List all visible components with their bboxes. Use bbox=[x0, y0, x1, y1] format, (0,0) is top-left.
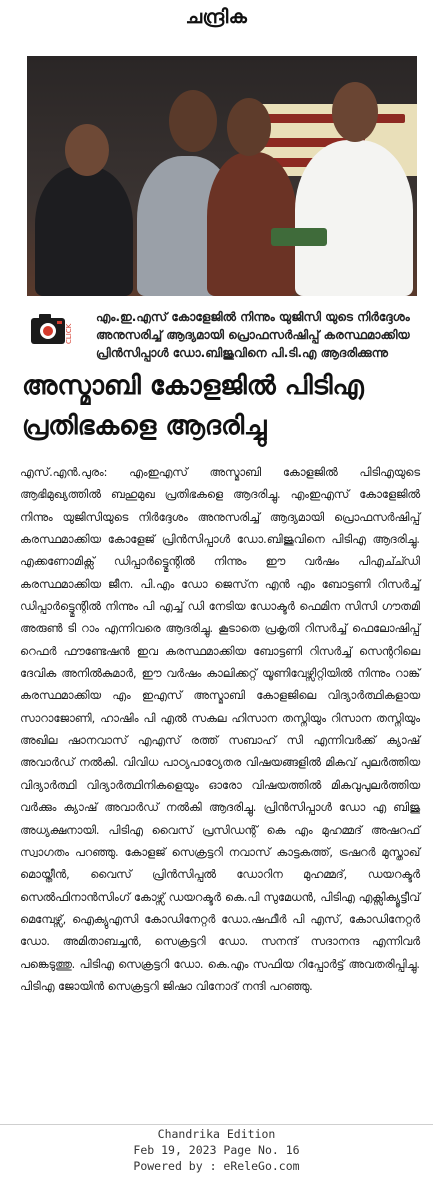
person-2-head bbox=[169, 90, 217, 152]
person-4 bbox=[295, 140, 413, 296]
person-4-head bbox=[332, 82, 378, 142]
footer bbox=[0, 1126, 433, 1174]
article-headline: അസ്മാബി കോളജിൽ പിടിഎ പ്രതിഭകളെ ആദരിച്ചു bbox=[22, 371, 364, 441]
gift-packet bbox=[271, 228, 327, 246]
caption-icon-label: CLICK bbox=[65, 323, 73, 344]
article-body: എസ്.എൻ.പുരം: എംഇഎസ് അസ്മാബി കോളജിൽ പിടിഎയുടെ ആഭിമുഖ്യത്തിൽ ബഹുമുഖ പ്രതിഭകളെ ആദരിച്ചു. എംഇഎസ് കോളേജിൽ നിന്നും യുജിസിയുടെ നിർദ്ദേശം അനുസരിച്ച് ആദ്യമായി പ്രൊഫസർഷിപ്പ് കരസ്ഥമാക്കിയ കോളേജ് പ്രിൻസിപ്പാൾ ഡോ.ബിജുവിനെ പിടിഎ ആദരിച്ചു. എക്കണോമിക്സ് ഡിപ്പാർട്ട്മെന്റിൽ നിന്നും ഈ വർഷം പിഎച്ച്ഡി കരസ്ഥമാക്കിയ ജീന. പി.എം ഡോ ജെസ്‌ന എൻ എം ബോട്ടണി റിസർച്ച് ഡിപ്പാർട്ട്മെന്റിൽ നിന്നും പി എച്ച് ഡി നേടിയ ഡോക്ടർ ഫെമിന സിസി ഗൗതമി അരുൺ ടി റാം എന്നിവരെ ആദരിച്ചു. കൂടാതെ പ്രകൃതി റിസർച്ച് ഫെലോഷിപ്പ് റെഫർ ഫൗണ്ടേഷൻ ഇവ കരസ്ഥമാക്കിയ ബോട്ടണി റിസർച്ച് സെന്ററിലെ ദേവിക അനിൽകുമാർ, ഈ വർഷം കാലിക്കറ്റ് യൂണിവേഴ്സിറ്റിയിൽ നിന്നും റാങ്ക് കരസ്ഥമാക്കിയ എം ഇഎസ് അസ്മാബി കോളജിലെ വിദ്യാർത്ഥികളായ സാറാജോണി, ഹാഷിം പി എൽ സകല ഹിസാന തസ്നിയും റിസാന തസ്നിയും അഖില ഷാനവാസ് എഎസ് രത്ത് സബാഹ് സി എന്നിവർക്ക് ക്യാഷ് അവാർഡ് നൽകി. വിവിധ പാഠ്യപാഠ്യേതര വിഷയങ്ങളിൽ മികവ് പുലർത്തിയ വിദ്യാർത്ഥി വിദ്യാർത്ഥിനികളെയും ഓരോ വിഷയത്തിൽ മികവുപുലർത്തിയ വർക്കും ക്യാഷ് അവാർഡ് നൽകി ആദരിച്ചു. പ്രിൻസിപ്പാൾ ഡോ എ ബിജു അധ്യക്ഷനായി. പിടിഎ വൈസ് പ്രസിഡന്റ് കെ എം മുഹമ്മദ് അഷറഫ് സ്വാഗതം പറഞ്ഞു. കോളജ് സെക്രട്ടറി നവാസ് കാട്ടകത്ത്, ട്രഷറർ മുസ്താഖ് മൊയ്തീൻ, വൈസ് പ്രിൻസിപ്പൽ ഡോറിന മുഹമ്മദ്, ഡയറക്ടർ സെൽഫിനാൻസിംഗ് കോഴ്സ് ഡയറക്ടർ കെ.പി സുമേധൻ, പിടിഎ എക്സിക്യൂട്ടീവ് മെമ്പേഴ്സ്, ഐക്യുഎസി കോഡിനേറ്റർ ഡോ.ഷഫീർ പി എസ്, കോഡിനേറ്റർ ഡോ. അമിതാബച്ചൻ, സെക്രട്ടറി ഡോ. സനന്ദ് സദാനന്ദ എന്നിവർ പങ്കെടുത്തു. പിടിഎ സെക്രട്ടറി ഡോ. കെ.എം സഫിയ റിപ്പോർട്ട് അവതരിപ്പിച്ചു. പിടിഎ ജോയിൻ സെക്രട്ടറി ജിഷാ വിനോദ് നന്ദി പറഞ്ഞു. bbox=[20, 466, 420, 993]
footer-edition: Chandrika Edition bbox=[157, 1127, 276, 1141]
person-1 bbox=[35, 166, 133, 296]
news-photo bbox=[27, 56, 417, 296]
camera-click-icon bbox=[30, 311, 76, 347]
person-3 bbox=[207, 152, 297, 296]
person-1-head bbox=[65, 124, 109, 176]
footer-divider bbox=[0, 1124, 433, 1125]
footer-date-page: Feb 19, 2023 Page No. 16 bbox=[133, 1143, 300, 1157]
footer-powered-by[interactable]: Powered by : eReleGo.com bbox=[133, 1159, 300, 1173]
photo-caption: എം.ഇ.എസ് കോളേജിൽ നിന്നും യുജിസി യുടെ നിർദ്ദേശം അനുസരിച്ച് ആദ്യമായി പ്രൊഫസർഷിപ്പ് കരസ്ഥമാക്കിയ പ്രിൻസിപ്പാൾ ഡോ.ബിജുവിനെ പി.ടി.എ ആദരിക്കുന്നു bbox=[96, 310, 410, 360]
person-3-head bbox=[227, 98, 271, 156]
masthead-title: ചന്ദ്രിക bbox=[185, 6, 248, 28]
